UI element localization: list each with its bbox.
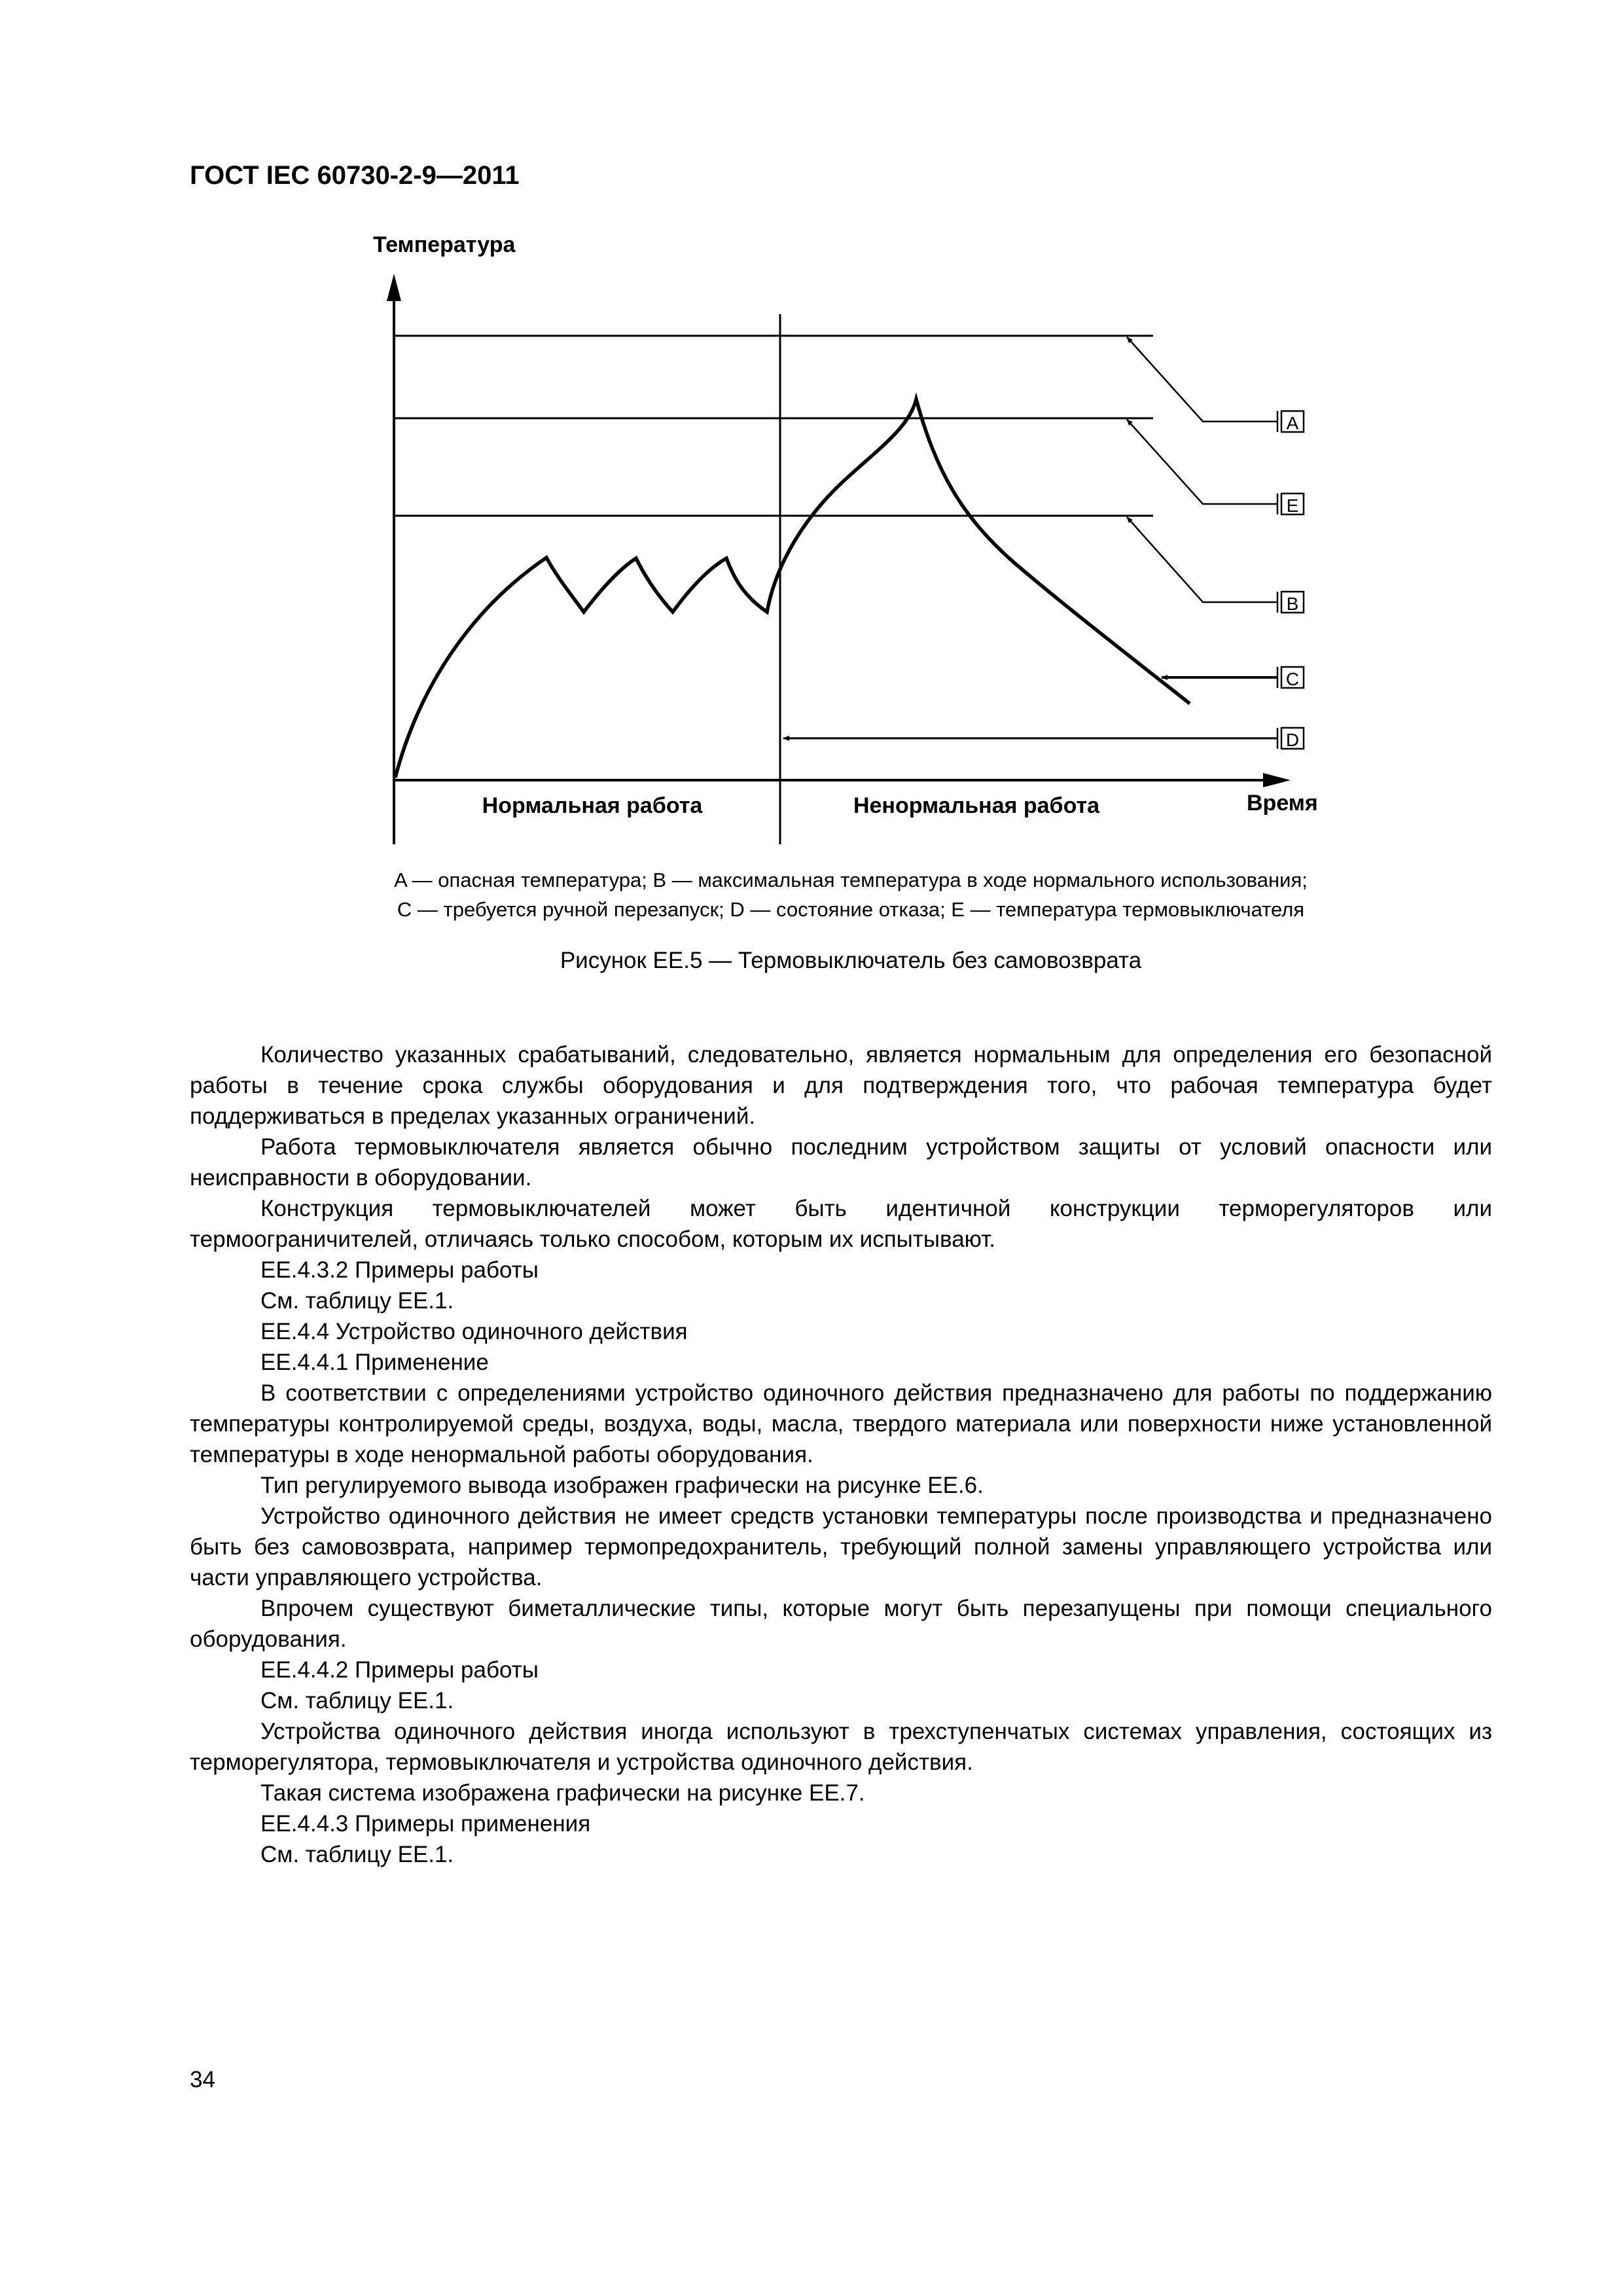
figure-legend xyxy=(353,865,1348,924)
region-normal-label: Нормальная работа xyxy=(482,793,703,818)
paragraph: Устройства одиночного действия иногда используют в трехступенчатых системах управления, состоящих из терморегулятора, термовыключателя и устройства одиночного действия. xyxy=(190,1719,1492,1775)
body-text xyxy=(190,1039,1492,1870)
leader-a xyxy=(1127,337,1277,422)
paragraph: Тип регулируемого вывода изображен графически на рисунке EE.6. xyxy=(260,1473,984,1498)
paragraph: Конструкция термовыключателей может быть идентичной конструкции терморегуляторов или термоограничителей, отличаясь только способом, которым их испытывают. xyxy=(190,1196,1492,1252)
paragraph: В соответствии с определениями устройство одиночного действия предназначено для работы по поддержанию температуры контролируемой среды, воздуха, воды, масла, твердого материала или поверхности ниже установленной температуры в ходе ненормальной работы оборудования. xyxy=(190,1380,1492,1467)
tag-label-e: E xyxy=(1286,495,1299,516)
figure-caption: Рисунок EE.5 — Термовыключатель без самовозврата xyxy=(560,948,1142,973)
paragraph: Работа термовыключателя является обычно последним устройством защиты от условий опасности или неисправности в оборудовании. xyxy=(190,1134,1492,1191)
section-heading: EE.4.4.2 Примеры работы xyxy=(260,1657,539,1683)
paragraph: Устройство одиночного действия не имеет средств установки температуры после производства и предназначено быть без самовозврата, например термопредохранитель, требующий полной замены управляющего устройства или части управляющего устройства. xyxy=(190,1503,1492,1590)
tag-label-d: D xyxy=(1285,730,1300,750)
region-abnormal-label: Ненормальная работа xyxy=(853,793,1100,818)
section-heading: EE.4.4.1 Применение xyxy=(260,1350,489,1375)
section-heading: EE.4.4.3 Примеры применения xyxy=(260,1811,591,1837)
paragraph: См. таблицу EE.1. xyxy=(260,1688,454,1713)
tag-label-a: A xyxy=(1286,413,1299,433)
paragraph: Количество указанных срабатываний, следовательно, является нормальным для определения его безопасной работы в течение срока службы оборудования и для подтверждения того, что рабочая температура будет поддерживаться в пределах указанных ограничений. xyxy=(190,1042,1492,1129)
tag-label-b: B xyxy=(1286,594,1299,614)
paragraph: Такая система изображена графически на рисунке EE.7. xyxy=(260,1780,865,1806)
leader-e xyxy=(1127,420,1277,504)
temperature-curve xyxy=(395,399,1190,778)
legend-line-2: C — требуется ручной перезапуск; D — состояние отказа; E — температура термовыключателя xyxy=(397,898,1305,921)
x-axis-label: Время xyxy=(1247,791,1318,816)
leader-b xyxy=(1127,517,1277,602)
x-axis-arrow-icon xyxy=(1263,773,1291,787)
paragraph: См. таблицу EE.1. xyxy=(260,1288,454,1314)
tag-label-c: C xyxy=(1285,669,1300,689)
paragraph: Впрочем существуют биметаллические типы, которые могут быть перезапущены при помощи специального оборудования. xyxy=(190,1596,1492,1652)
page-number: 34 xyxy=(190,2067,215,2092)
y-axis-label: Температура xyxy=(373,232,516,257)
section-heading: EE.4.3.2 Примеры работы xyxy=(260,1257,539,1283)
document-header: ГОСТ IEC 60730-2-9—2011 xyxy=(190,161,520,190)
legend-line-1: A — опасная температура; B — максимальная температура в ходе нормального использования; xyxy=(394,869,1308,891)
section-heading: EE.4.4 Устройство одиночного действия xyxy=(260,1319,688,1344)
paragraph: См. таблицу EE.1. xyxy=(260,1842,454,1867)
y-axis-arrow-icon xyxy=(387,274,401,301)
